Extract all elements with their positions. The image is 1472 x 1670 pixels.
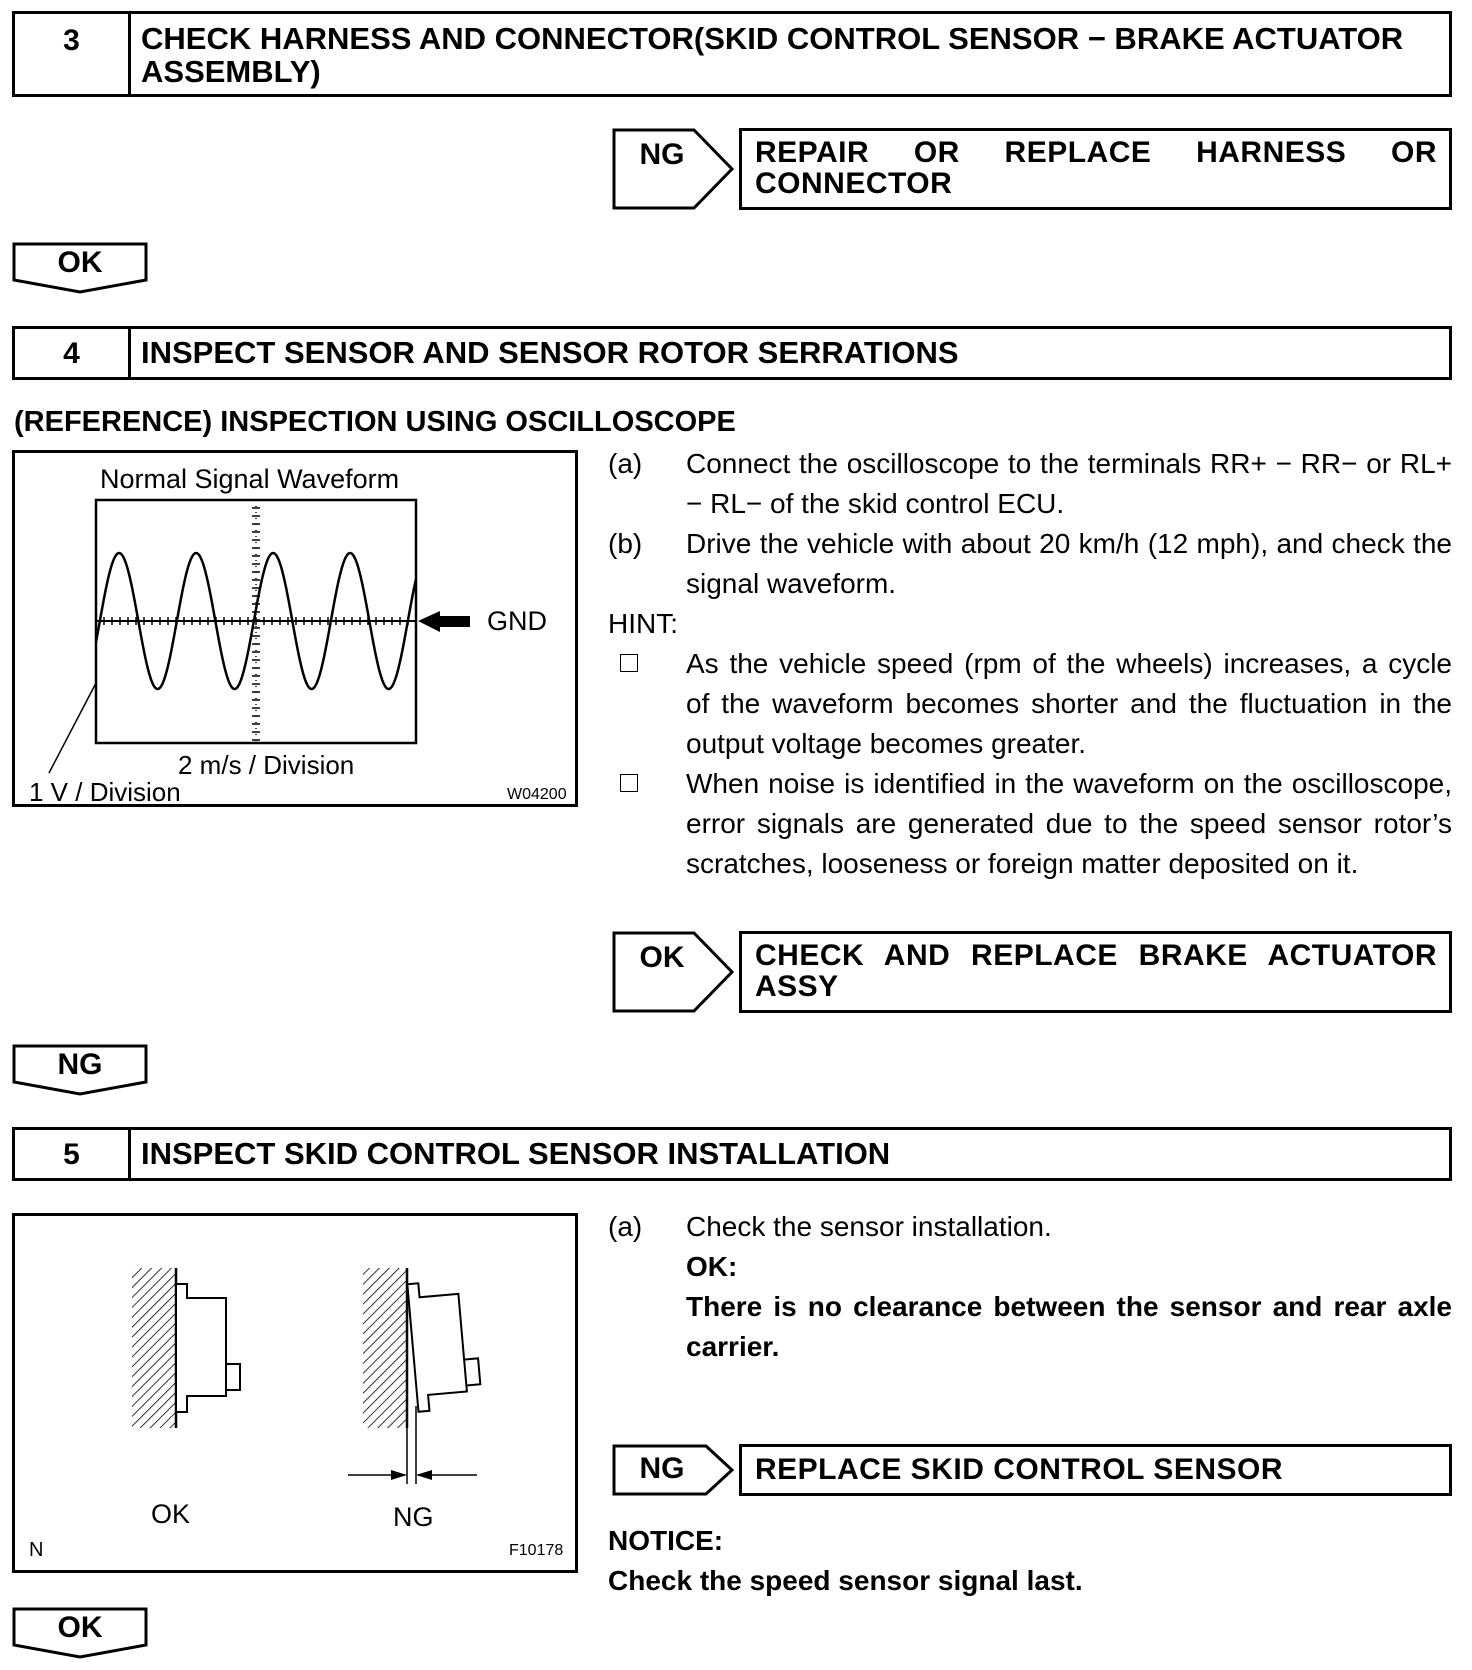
step-5-flow-ok <box>12 1607 148 1659</box>
notice-heading: NOTICE: <box>608 1525 724 1556</box>
flow-label: NG <box>57 1048 103 1081</box>
ok-criterion-text: There is no clearance between the sensor and rear axle carrier. <box>686 1291 1452 1362</box>
figure-corner-label: N <box>29 1539 44 1561</box>
clearance-arrow-icon <box>416 1470 432 1480</box>
step-title: INSPECT SENSOR AND SENSOR ROTOR SERRATIONS <box>141 335 959 370</box>
step-3-header <box>12 11 1452 97</box>
step-4-header <box>12 326 1452 380</box>
step-title: INSPECT SKID CONTROL SENSOR INSTALLATION <box>141 1136 891 1171</box>
ng-sensor-drawing <box>348 1268 482 1484</box>
ok-sensor-drawing <box>132 1268 240 1428</box>
ok-action: CHECK AND REPLACE BRAKE ACTUATOR ASSY <box>739 931 1452 1013</box>
step-number: 5 <box>15 1130 131 1178</box>
step-5-header <box>12 1127 1452 1181</box>
step-title: CHECK HARNESS AND CONNECTOR(SKID CONTROL SENSOR − BRAKE ACTUATOR ASSEMBLY) <box>141 21 1404 89</box>
notice-text: Check the speed sensor signal last. <box>608 1565 1083 1596</box>
ok-criterion-heading: OK: <box>686 1251 738 1282</box>
gnd-arrow-icon <box>418 611 470 632</box>
ng-label: NG <box>639 138 685 171</box>
hint-label: HINT: <box>608 608 678 639</box>
step-3-flow-ok <box>12 242 148 294</box>
ng-action: REPLACE SKID CONTROL SENSOR <box>739 1444 1452 1496</box>
step-number: 4 <box>15 329 131 377</box>
figure-code: F10178 <box>509 1542 564 1559</box>
figure-title: Normal Signal Waveform <box>100 464 400 494</box>
step-5-ng-result <box>612 1444 1452 1496</box>
checkbox-icon <box>620 654 638 672</box>
figure-ok-label: OK <box>151 1499 191 1529</box>
time-division-label: 2 m/s / Division <box>178 750 355 780</box>
clearance-arrow-icon <box>391 1470 407 1480</box>
sensor-installation-figure <box>12 1213 578 1573</box>
figure-code: W04200 <box>507 786 567 803</box>
ng-label: NG <box>639 1452 685 1485</box>
oscilloscope-figure <box>12 450 578 807</box>
step-3-ng-result <box>612 128 1452 210</box>
step-4-flow-ng <box>12 1044 148 1096</box>
gnd-label: GND <box>487 606 547 636</box>
volt-division-label: 1 V / Division <box>29 777 181 807</box>
reference-heading: (REFERENCE) INSPECTION USING OSCILLOSCOPE <box>14 406 736 438</box>
ng-action: REPAIR OR REPLACE HARNESS OR CONNECTOR <box>739 128 1452 210</box>
sensor-installation-diagram <box>15 1216 575 1570</box>
checkbox-icon <box>620 774 638 792</box>
step-4-ok-result <box>612 931 1452 1013</box>
flow-label: OK <box>57 246 103 279</box>
flow-label: OK <box>57 1611 103 1644</box>
step-number: 3 <box>15 14 131 94</box>
ok-label: OK <box>639 941 685 974</box>
figure-ng-label: NG <box>393 1502 434 1532</box>
